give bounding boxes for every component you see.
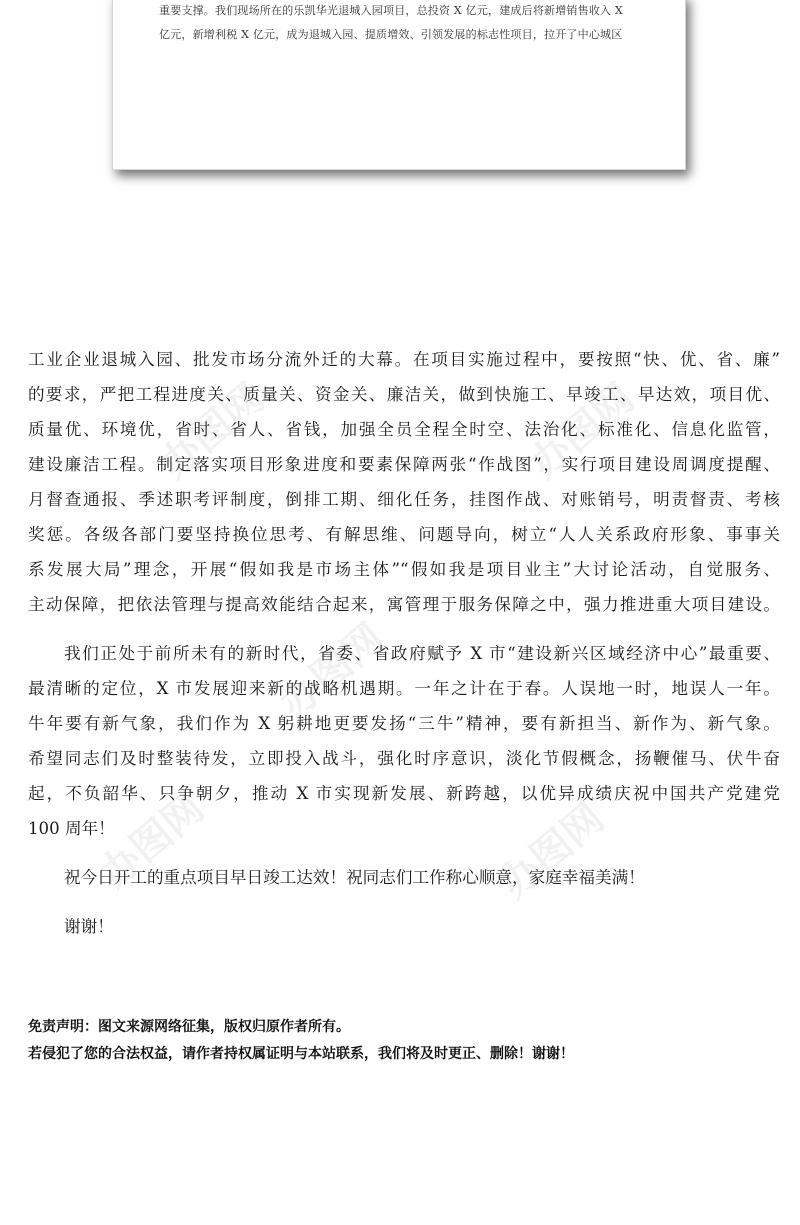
watermark: 办图网 [271, 614, 393, 728]
text-line: 希望同志们及时整装待发，立即投入战斗，强化时序意识，淡化节假概念，扬鞭催马、伏牛奋 [28, 749, 780, 768]
disclaimer [28, 1014, 768, 1068]
watermark: 办图网 [521, 374, 643, 488]
article-body [28, 342, 780, 944]
preview-line: 亿元，新增利税 X 亿元，成为退城入园、提质增效、引领发展的标志性项目，拉开了中心城区 [159, 28, 623, 41]
text-line: 100 周年！ [28, 819, 115, 838]
wish-paragraph: 祝今日开工的重点项目早日竣工达效！祝同志们工作称心顺意，家庭幸福美满！ [64, 868, 645, 887]
thanks-paragraph: 谢谢！ [64, 917, 114, 936]
disclaimer-line: 免责声明：图文来源网络征集，版权归原作者所有。 [28, 1019, 350, 1035]
paragraph-project-requirements [28, 342, 780, 622]
text-line: 月督查通报、季述职考评制度，倒排工期、细化任务，挂图作战、对账销号，明责督责、考核 [28, 490, 780, 509]
preview-text [159, 0, 649, 47]
text-line: 质量优、环境优，省时、省人、省钱，加强全员全程全时空、法治化、标准化、信息化监管， [28, 420, 780, 439]
document-preview-card [112, 0, 686, 170]
text-line: 最清晰的定位，X 市发展迎来新的战略机遇期。一年之计在于春。人误地一时，地误人一年。 [28, 679, 780, 698]
text-line: 系发展大局”理念，开展“假如我是市场主体”“假如我是项目业主”大讨论活动，自觉服务、 [28, 560, 780, 579]
text-line: 起，不负韶华、只争朝夕，推动 X 市实现新发展、新跨越，以优异成绩庆祝中国共产党建党 [28, 784, 780, 803]
watermark: 办图网 [491, 794, 613, 908]
text-line: 工业企业退城入园、批发市场分流外迁的大幕。在项目实施过程中，要按照“快、优、省、廉” [28, 350, 780, 369]
text-line: 我们正处于前所未有的新时代，省委、省政府赋予 X 市“建设新兴区域经济中心”最重要、 [64, 644, 780, 663]
text-line: 牛年要有新气象，我们作为 X 躬耕地更要发扬“三牛”精神，要有新担当、新作为、新气象。 [28, 714, 780, 733]
text-line: 的要求，严把工程进度关、质量关、资金关、廉洁关，做到快施工、早竣工、早达效，项目优、 [28, 385, 780, 404]
disclaimer-line: 若侵犯了您的合法权益，请作者持权属证明与本站联系，我们将及时更正、删除！谢谢！ [28, 1046, 574, 1062]
preview-line: 重要支撑。我们现场所在的乐凯华光退城入园项目，总投资 X 亿元，建成后将新增销售收入 X [159, 4, 623, 17]
watermark: 办图网 [151, 374, 273, 488]
text-line: 主动保障，把依法管理与提高效能结合起来，寓管理于服务保障之中，强力推进重大项目建设。 [28, 595, 780, 614]
text-line: 建设廉洁工程。制定落实项目形象进度和要素保障两张“作战图”，实行项目建设周调度提醒、 [28, 455, 780, 474]
text-line: 奖惩。各级各部门要坚持换位思考、有解思维、问题导向，树立“人人关系政府形象、事事关 [28, 525, 780, 544]
paragraph-new-era [28, 636, 780, 846]
watermark: 办图网 [91, 784, 213, 898]
